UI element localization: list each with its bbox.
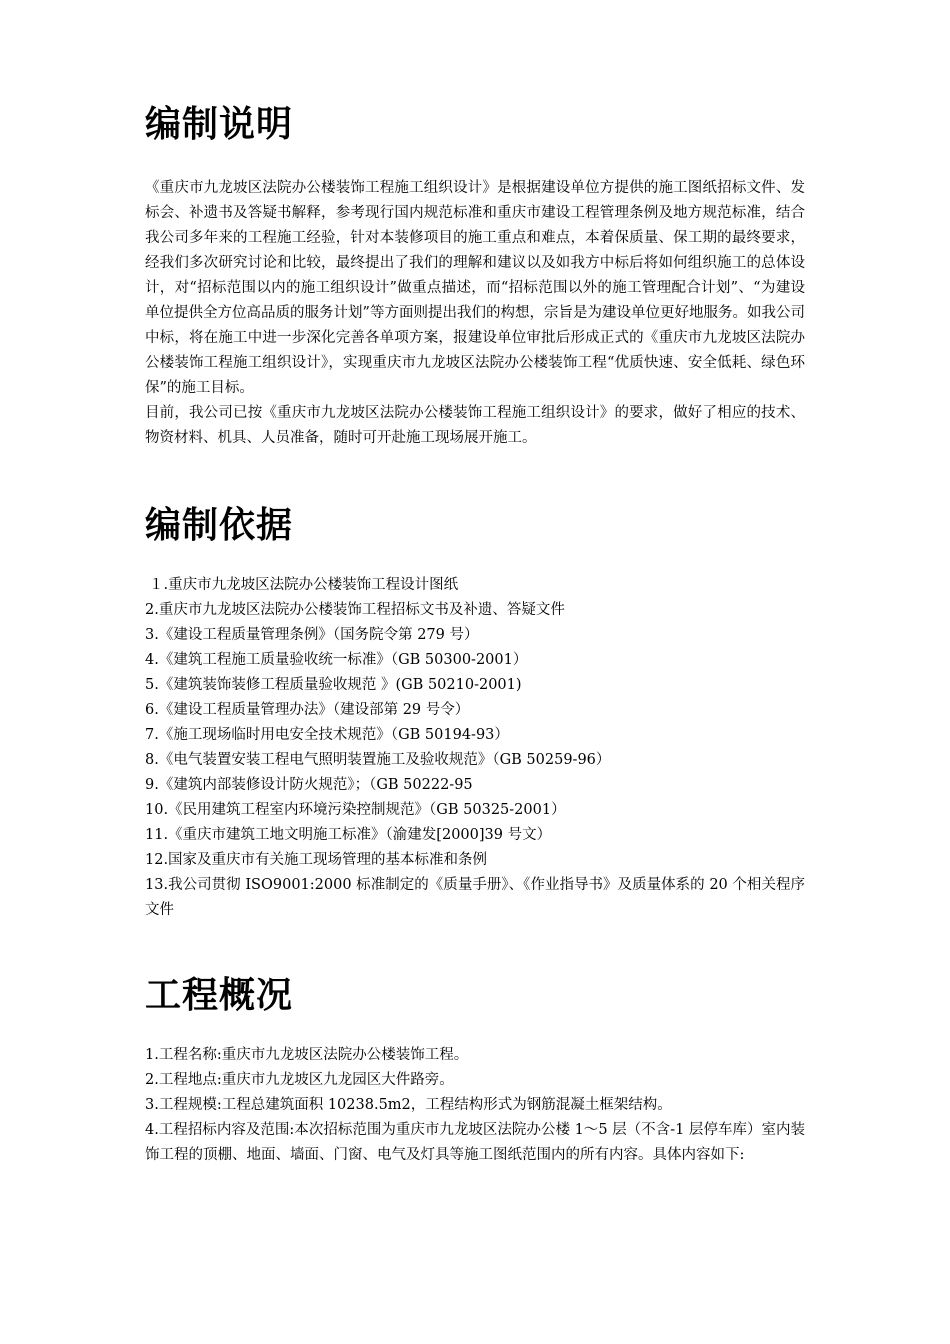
paragraph: 目前，我公司已按《重庆市九龙坡区法院办公楼装饰工程施工组织设计》的要求，做好了相应的技术、物资材料、机具、人员准备，随时可开赴施工现场展开施工。: [145, 405, 805, 446]
list-item: 9.《建筑内部装修设计防火规范》；（GB 50222-95: [145, 777, 473, 793]
list-item: 8.《电气装置安装工程电气照明装置施工及验收规范》（GB 50259-96）: [145, 752, 611, 768]
list-item: 12.国家及重庆市有关施工现场管理的基本标准和条例: [145, 852, 488, 868]
section-title-compilation-basis: 编制依据: [145, 505, 294, 546]
list-item: 2.工程地点:重庆市九龙坡区九龙园区大件路旁。: [145, 1072, 454, 1088]
list-item: 10.《民用建筑工程室内环境污染控制规范》（GB 50325-2001）: [145, 802, 566, 818]
list-item: 13.我公司贯彻 ISO9001:2000 标准制定的《质量手册》、《作业指导书》及质量体系的 20 个相关程序文件: [145, 877, 805, 918]
list-item: 7.《施工现场临时用电安全技术规范》（GB 50194-93）: [145, 727, 509, 743]
list-item: 1.工程名称:重庆市九龙坡区法院办公楼装饰工程。: [145, 1047, 469, 1063]
list-item: 5.《建筑装饰装修工程质量验收规范 》(GB 50210-2001): [145, 677, 522, 693]
paragraph: 《重庆市九龙坡区法院办公楼装饰工程施工组织设计》是根据建设单位方提供的施工图纸招标文件、发标会、补遗书及答疑书解释，参考现行国内规范标准和重庆市建设工程管理条例及地方规范标准，结合我公司多年来的工程施工经验，针对本装修项目的施工重点和难点，本着保质量、保工期的最终要求，经我们多次研究讨论和比较，最终提出了我们的理解和建议以及如我方中标后将如何组织施工的总体设计，对“招标范围以内的施工组织设计”做重点描述，而“招标范围以外的施工管理配合计划”、“为建设单位提供全方位高品质的服务计划”等方面则提出我们的构想，宗旨是为建设单位更好地服务。如我公司中标，将在施工中进一步深化完善各单项方案，报建设单位审批后形成正式的《重庆市九龙坡区法院办公楼装饰工程施工组织设计》，实现重庆市九龙坡区法院办公楼装饰工程“优质快速、安全低耗、绿色环保”的施工目标。: [145, 180, 805, 396]
list-item: 6.《建设工程质量管理办法》（建设部第 29 号令）: [145, 702, 470, 718]
section-title-compilation-notes: 编制说明: [145, 104, 294, 145]
list-item: 11.《重庆市建筑工地文明施工标准》（渝建发[2000]39 号文）: [145, 827, 552, 843]
document-page: [145, 100, 805, 1168]
list-item: 2.重庆市九龙坡区法院办公楼装饰工程招标文书及补遗、答疑文件: [145, 602, 565, 618]
list-item: 4.《建筑工程施工质量验收统一标准》（GB 50300-2001）: [145, 652, 528, 668]
list-item: 3.工程规模:工程总建筑面积 10238.5m2，工程结构形式为钢筋混凝土框架结构。: [145, 1097, 672, 1113]
list-item: １.重庆市九龙坡区法院办公楼装饰工程设计图纸: [149, 577, 459, 593]
basis-list: [145, 573, 805, 923]
list-item: 4.工程招标内容及范围:本次招标范围为重庆市九龙坡区法院办公楼 1～5 层（不含-1 层停车库）室内装饰工程的顶棚、地面、墙面、门窗、电气及灯具等施工图纸范围内的所有内容。具体内容如下:: [145, 1122, 805, 1163]
section-title-project-overview: 工程概况: [145, 975, 294, 1016]
overview-list: [145, 1043, 805, 1168]
list-item: 3.《建设工程质量管理条例》（国务院令第 279 号）: [145, 627, 479, 643]
